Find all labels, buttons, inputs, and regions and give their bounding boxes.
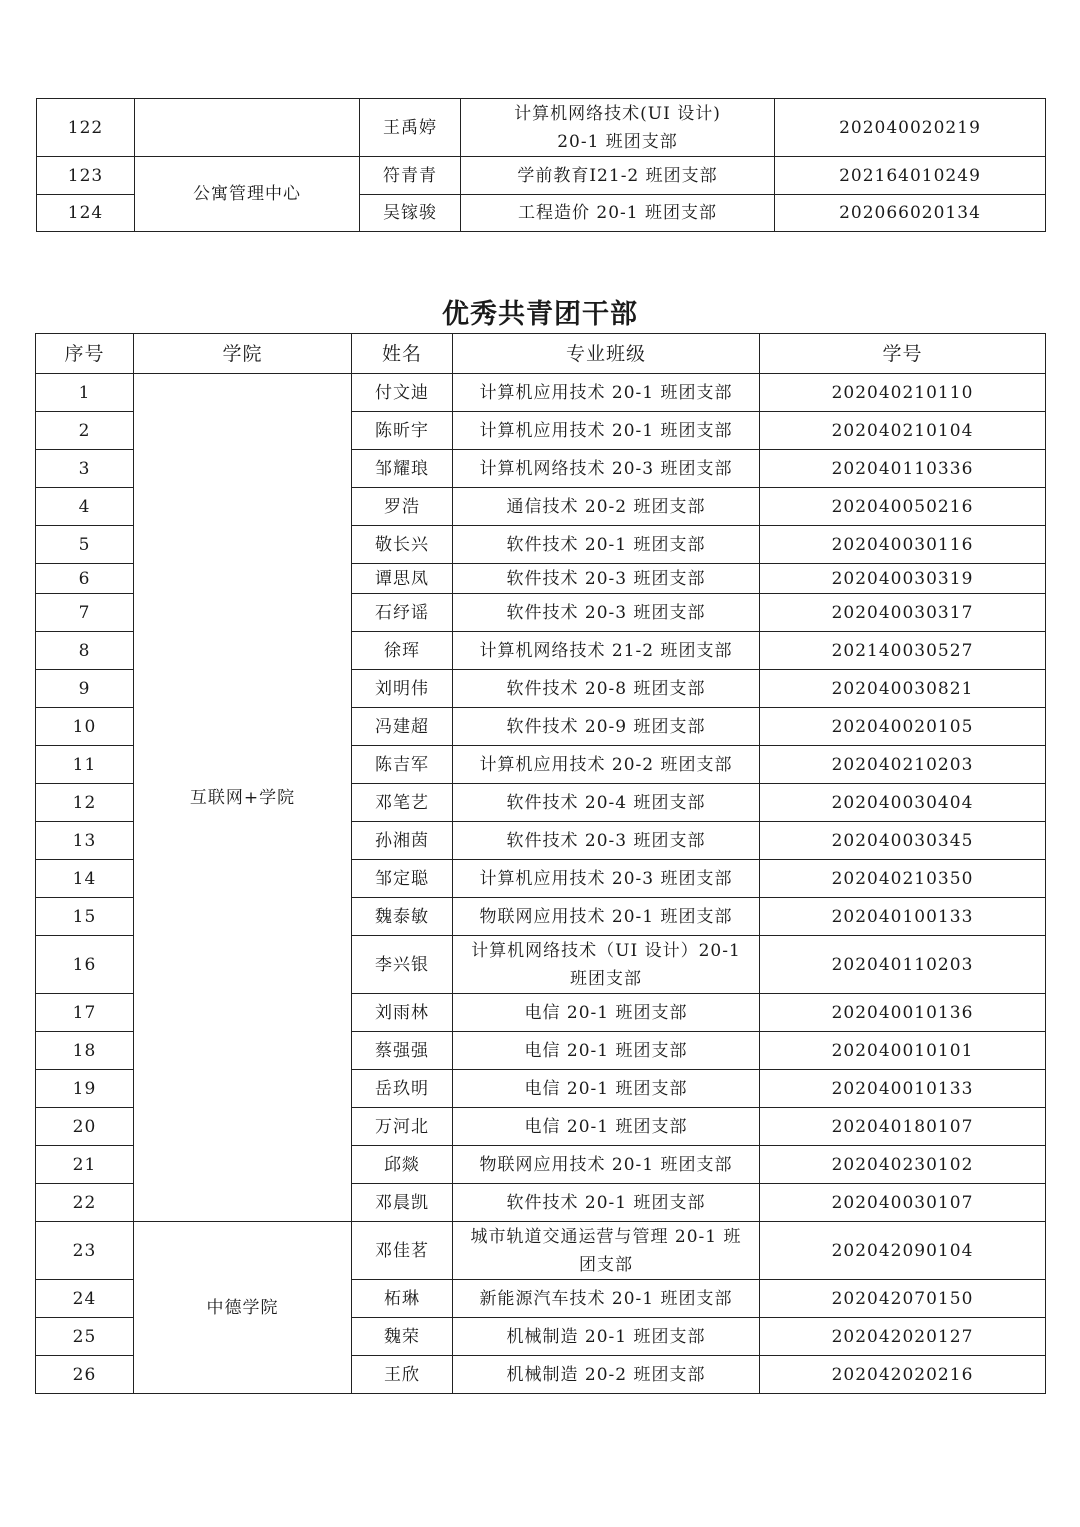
class-cell [453, 822, 760, 860]
name-cell: 魏荣 [352, 1318, 453, 1356]
student-id-cell: 202040010101 [760, 1032, 1046, 1070]
name-cell: 谭思凤 [352, 564, 453, 594]
row-number: 1 [36, 374, 134, 412]
name-cell: 邓佳茗 [352, 1222, 453, 1280]
class-cell [453, 564, 760, 594]
class-line-1: 计算机网络技术（UI 设计）20-1 [471, 940, 741, 961]
class-line-1: 电信 20-1 班团支部 [524, 1002, 688, 1023]
student-id-cell: 202040180107 [760, 1108, 1046, 1146]
student-id-cell: 202040210350 [760, 860, 1046, 898]
student-id-cell: 202040020219 [775, 99, 1046, 157]
row-number: 16 [36, 936, 134, 994]
class-cell [453, 594, 760, 632]
name-cell: 魏泰敏 [352, 898, 453, 936]
student-id-cell: 202040030821 [760, 670, 1046, 708]
name-cell: 万河北 [352, 1108, 453, 1146]
row-number: 19 [36, 1070, 134, 1108]
class-cell [453, 860, 760, 898]
student-id-cell: 202040100133 [760, 898, 1046, 936]
name-cell: 冯建超 [352, 708, 453, 746]
class-cell [453, 1280, 760, 1318]
college-cell: 互联网+学院 [134, 374, 352, 1222]
name-cell: 邓笔艺 [352, 784, 453, 822]
table-row [37, 157, 1046, 195]
award-table-continued [36, 98, 1046, 232]
college-cell: 公寓管理中心 [135, 157, 360, 232]
row-number: 15 [36, 898, 134, 936]
class-line-1: 软件技术 20-3 班团支部 [506, 602, 706, 623]
row-number: 8 [36, 632, 134, 670]
class-cell [453, 488, 760, 526]
header-class: 专业班级 [453, 334, 760, 374]
class-cell [453, 450, 760, 488]
class-line-1: 电信 20-1 班团支部 [524, 1116, 688, 1137]
student-id-cell: 202040030317 [760, 594, 1046, 632]
header-student-id: 学号 [760, 334, 1046, 374]
row-number: 11 [36, 746, 134, 784]
row-number: 123 [37, 157, 135, 195]
class-line-1: 新能源汽车技术 20-1 班团支部 [479, 1288, 733, 1309]
student-id-cell: 202040030107 [760, 1184, 1046, 1222]
class-line-1: 计算机网络技术 21-2 班团支部 [479, 640, 733, 661]
class-line-1: 软件技术 20-1 班团支部 [506, 1192, 706, 1213]
class-line-1: 计算机应用技术 20-2 班团支部 [479, 754, 733, 775]
row-number: 24 [36, 1280, 134, 1318]
table-row [36, 374, 1046, 412]
row-number: 4 [36, 488, 134, 526]
class-line-1: 电信 20-1 班团支部 [524, 1078, 688, 1099]
class-cell [453, 1318, 760, 1356]
name-cell: 岳玖明 [352, 1070, 453, 1108]
row-number: 25 [36, 1318, 134, 1356]
header-college: 学院 [134, 334, 352, 374]
class-cell [453, 936, 760, 994]
row-number: 9 [36, 670, 134, 708]
class-cell [453, 708, 760, 746]
class-line-1: 计算机网络技术 20-3 班团支部 [479, 458, 733, 479]
class-cell [453, 412, 760, 450]
student-id-cell: 202040030319 [760, 564, 1046, 594]
class-cell [453, 1146, 760, 1184]
class-line-1: 软件技术 20-9 班团支部 [506, 716, 706, 737]
student-id-cell: 202042020127 [760, 1318, 1046, 1356]
student-id-cell: 202040210203 [760, 746, 1046, 784]
name-cell: 徐珲 [352, 632, 453, 670]
class-line-1: 机械制造 20-2 班团支部 [506, 1364, 706, 1385]
class-line-1: 计算机应用技术 20-1 班团支部 [479, 382, 733, 403]
class-cell [453, 1222, 760, 1280]
row-number: 122 [37, 99, 135, 157]
class-line-1: 计算机应用技术 20-3 班团支部 [479, 868, 733, 889]
name-cell: 敬长兴 [352, 526, 453, 564]
class-cell [453, 1108, 760, 1146]
student-id-cell: 202040030116 [760, 526, 1046, 564]
header-name: 姓名 [352, 334, 453, 374]
student-id-cell: 202040030404 [760, 784, 1046, 822]
name-cell: 陈吉军 [352, 746, 453, 784]
class-line-1: 城市轨道交通运营与管理 20-1 班 [470, 1226, 742, 1247]
table-header-row [36, 334, 1046, 374]
class-line-2: 团支部 [579, 1254, 633, 1275]
row-number: 6 [36, 564, 134, 594]
class-cell [453, 746, 760, 784]
student-id-cell: 202164010249 [775, 157, 1046, 195]
table-row [36, 1222, 1046, 1280]
class-line-1: 计算机网络技术(UI 设计) [514, 103, 721, 124]
row-number: 13 [36, 822, 134, 860]
row-number: 17 [36, 994, 134, 1032]
college-cell: 中德学院 [134, 1222, 352, 1394]
student-id-cell: 202042090104 [760, 1222, 1046, 1280]
name-cell: 邓晨凯 [352, 1184, 453, 1222]
class-line-1: 软件技术 20-1 班团支部 [506, 534, 706, 555]
name-cell: 王禹婷 [360, 99, 461, 157]
class-cell [453, 898, 760, 936]
name-cell: 蔡强强 [352, 1032, 453, 1070]
name-cell: 付文迪 [352, 374, 453, 412]
class-cell: 学前教育Ⅰ21-2 班团支部 [461, 157, 775, 195]
student-id-cell: 202040110203 [760, 936, 1046, 994]
row-number: 23 [36, 1222, 134, 1280]
name-cell: 刘雨林 [352, 994, 453, 1032]
class-line-1: 物联网应用技术 20-1 班团支部 [479, 1154, 733, 1175]
class-line-1: 软件技术 20-3 班团支部 [506, 568, 706, 589]
name-cell: 符青青 [360, 157, 461, 195]
class-line-1: 物联网应用技术 20-1 班团支部 [479, 906, 733, 927]
header-no: 序号 [36, 334, 134, 374]
name-cell: 王欣 [352, 1356, 453, 1394]
row-number: 124 [37, 195, 135, 232]
class-cell [453, 1070, 760, 1108]
class-line-1: 软件技术 20-3 班团支部 [506, 830, 706, 851]
student-id-cell: 202040110336 [760, 450, 1046, 488]
student-id-cell: 202040020105 [760, 708, 1046, 746]
class-cell [453, 670, 760, 708]
row-number: 7 [36, 594, 134, 632]
class-cell [453, 784, 760, 822]
outstanding-cadre-table [35, 333, 1046, 1394]
row-number: 14 [36, 860, 134, 898]
class-line-1: 电信 20-1 班团支部 [524, 1040, 688, 1061]
class-cell [453, 1356, 760, 1394]
class-line-2: 20-1 班团支部 [557, 131, 678, 152]
row-number: 20 [36, 1108, 134, 1146]
row-number: 22 [36, 1184, 134, 1222]
student-id-cell: 202040050216 [760, 488, 1046, 526]
class-line-1: 机械制造 20-1 班团支部 [506, 1326, 706, 1347]
student-id-cell: 202042020216 [760, 1356, 1046, 1394]
class-cell [461, 99, 775, 157]
class-line-1: 通信技术 20-2 班团支部 [506, 496, 706, 517]
student-id-cell: 202140030527 [760, 632, 1046, 670]
student-id-cell: 202040210110 [760, 374, 1046, 412]
name-cell: 邹耀琅 [352, 450, 453, 488]
class-line-1: 软件技术 20-8 班团支部 [506, 678, 706, 699]
class-cell [453, 632, 760, 670]
class-line-1: 计算机应用技术 20-1 班团支部 [479, 420, 733, 441]
class-cell [453, 1032, 760, 1070]
student-id-cell: 202040030345 [760, 822, 1046, 860]
class-cell [453, 374, 760, 412]
student-id-cell: 202040010136 [760, 994, 1046, 1032]
class-cell [453, 994, 760, 1032]
row-number: 12 [36, 784, 134, 822]
row-number: 21 [36, 1146, 134, 1184]
name-cell: 刘明伟 [352, 670, 453, 708]
row-number: 26 [36, 1356, 134, 1394]
row-number: 10 [36, 708, 134, 746]
name-cell: 柘琳 [352, 1280, 453, 1318]
class-cell: 工程造价 20-1 班团支部 [461, 195, 775, 232]
class-cell [453, 1184, 760, 1222]
name-cell: 邱燚 [352, 1146, 453, 1184]
student-id-cell: 202042070150 [760, 1280, 1046, 1318]
college-cell [135, 99, 360, 157]
class-line-1: 软件技术 20-4 班团支部 [506, 792, 706, 813]
name-cell: 李兴银 [352, 936, 453, 994]
name-cell: 石纾谣 [352, 594, 453, 632]
section-title: 优秀共青团干部 [442, 299, 638, 330]
class-line-2: 班团支部 [570, 968, 642, 989]
name-cell: 罗浩 [352, 488, 453, 526]
name-cell: 陈昕宇 [352, 412, 453, 450]
name-cell: 孙湘茵 [352, 822, 453, 860]
student-id-cell: 202040010133 [760, 1070, 1046, 1108]
row-number: 3 [36, 450, 134, 488]
student-id-cell: 202040230102 [760, 1146, 1046, 1184]
row-number: 18 [36, 1032, 134, 1070]
table-row [37, 99, 1046, 157]
name-cell: 邹定聪 [352, 860, 453, 898]
name-cell: 吴镓骏 [360, 195, 461, 232]
row-number: 2 [36, 412, 134, 450]
row-number: 5 [36, 526, 134, 564]
student-id-cell: 202040210104 [760, 412, 1046, 450]
student-id-cell: 202066020134 [775, 195, 1046, 232]
class-cell [453, 526, 760, 564]
